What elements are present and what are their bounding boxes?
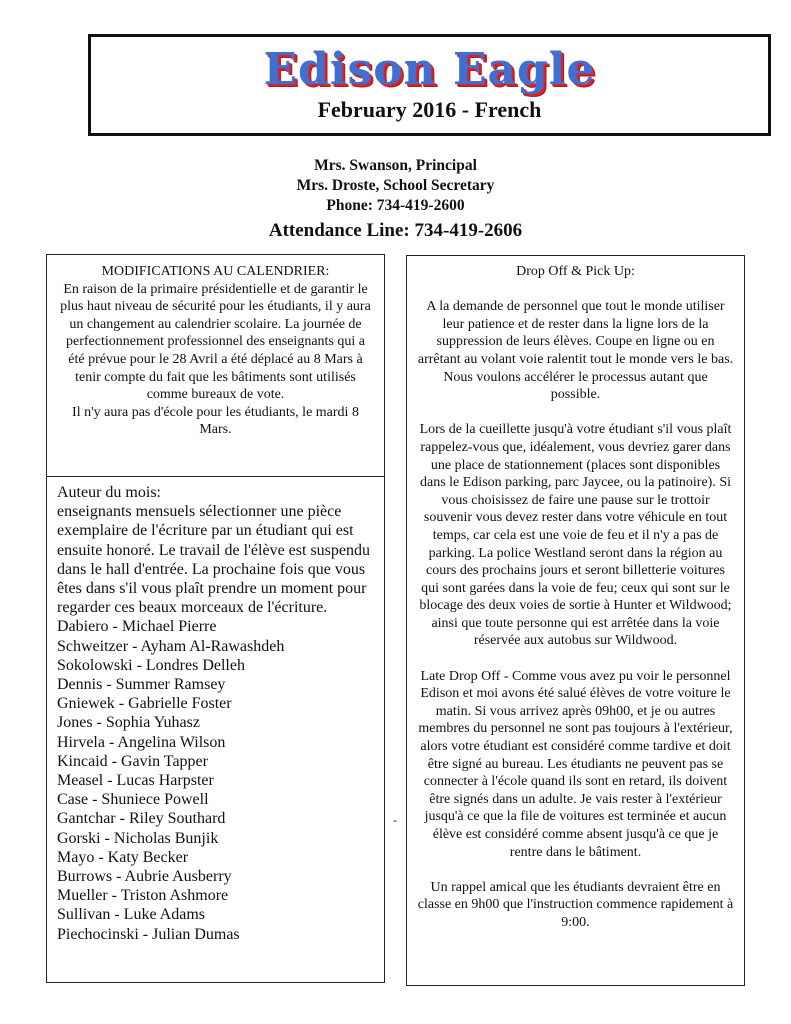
principal-line: Mrs. Swanson, Principal (314, 157, 477, 174)
masthead (88, 34, 771, 136)
attendance-line: Attendance Line: 734-419-2606 (268, 220, 523, 241)
student-list-item: Case - Shuniece Powell (57, 791, 209, 809)
issue-subtitle: February 2016 - French (317, 97, 542, 122)
student-list-item: Piechocinski - Julian Dumas (57, 925, 240, 943)
dropoff-pickup-box (406, 255, 745, 986)
calendar-body: En raison de la primaire présidentielle et de garantir le plus haut niveau de sécurité pour les étudiants, il y aura un changement au calendrier scolaire. La journée de perfectionnement professionnel des enseignants qui a été prévue pour le 28 Avril a été déplacé au 8 Mars à tenir compte du fait que les bâtiments sont utilisés comme bureaux de vote. (60, 281, 371, 403)
student-list-item: Burrows - Aubrie Ausberry (57, 868, 232, 886)
dropoff-paragraph-3: Late Drop Off - Comme vous avez pu voir le personnel Edison et moi avons été salué élèves de votre voiture le matin. Si vous arrivez après 09h00, et je ou autres membres du personnel ne sont pas toujours à l'extérieur, alors votre étudiant est considéré comme tardive et doit être signé au bureau. Les étudiants ne peuvent pas se connecter à l'école quand ils sont en retard, ils doivent être signés dans un adulte. Je vais rester à l'extérieur jusqu'à ce que la file de voitures est terminée et aucun élève est considéré comme absent jusqu'à ce que je rentre dans le bâtiment. (418, 668, 733, 860)
column-separator-mark: - (393, 813, 397, 827)
newsletter-logo: Edison Eagle (263, 44, 596, 95)
student-list-item: Schweitzer - Ayham Al-Rawashdeh (57, 637, 285, 655)
student-list-item: Gorski - Nicholas Bunjik (57, 829, 219, 847)
student-list-item: Gantchar - Riley Southard (57, 810, 226, 828)
calendar-note: Il n'y aura pas d'école pour les étudiants, le mardi 8 Mars. (72, 404, 359, 438)
author-heading: Auteur du mois: (57, 484, 161, 501)
student-list-item: Sokolowski - Londres Delleh (57, 656, 245, 674)
student-list (57, 617, 374, 943)
student-list-item: Mueller - Triston Ashmore (57, 887, 229, 905)
student-list-item: Gniewek - Gabrielle Foster (57, 695, 232, 713)
dropoff-paragraph-2: Lors de la cueillette jusqu'à votre étudiant s'il vous plaît rappelez-vous que, idéalement, vous devriez garer dans une place de stationnement (places sont disponibles dans le Edison parking, parc Jaycee, ou la patinoire). Si vous choisissez de faire une pause sur le trottoir souvenir vous devez rester dans votre véhicule en tout temps, car cela est une voie de feu et il n'y a pas de parking. La police Westland seront dans la région au cours des prochains jours et seront billetterie voitures qui sont garées dans la voie de feu; ceux qui sont sur le blocage des deux voies de sortie à Hunter et Wildwood; ainsi que toute personne qui est arrêtée dans la voie réservée aux autobus sur Wildwood. (419, 422, 732, 649)
author-intro: enseignants mensuels sélectionner une pièce exemplaire de l'écriture par un étudiant qui est ensuite honoré. Le travail de l'élève est suspendu dans le hall d'entrée. La prochaine fois que vous êtes dans s'il vous plaît prendre un moment pour regarder ces beaux morceaux de l'écriture. (57, 503, 370, 617)
student-list-item: Mayo - Katy Becker (57, 848, 189, 866)
contact-block (0, 156, 791, 244)
author-of-month-box (46, 476, 385, 983)
student-list-item: Dabiero - Michael Pierre (57, 618, 217, 636)
phone-line: Phone: 734-419-2600 (326, 197, 465, 214)
student-list-item: Dennis - Summer Ramsey (57, 676, 226, 694)
dropoff-paragraph-1: A la demande de personnel que tout le monde utiliser leur patience et de rester dans la ligne lors de la suppression de leurs élèves. Coupe en ligne ou en arrêtant au volant voie ralentit tout le monde vers le bas. Nous voulons accélérer le processus autant que possible. (417, 299, 734, 403)
student-list-item: Jones - Sophia Yuhasz (57, 714, 200, 732)
calendar-heading: MODIFICATIONS AU CALENDRIER: (101, 264, 330, 279)
secretary-line: Mrs. Droste, School Secretary (296, 177, 495, 194)
student-list-item: Hirvela - Angelina Wilson (57, 733, 226, 751)
student-list-item: Measel - Lucas Harpster (57, 772, 214, 790)
calendar-changes-box (46, 254, 385, 477)
dropoff-paragraph-4: Un rappel amical que les étudiants devraient être en classe en 9h00 que l'instruction commence rapidement à 9:00. (417, 879, 734, 930)
student-list-item: Kincaid - Gavin Tapper (57, 752, 208, 770)
dropoff-heading: Drop Off & Pick Up: (516, 264, 635, 279)
student-list-item: Sullivan - Luke Adams (57, 906, 205, 924)
